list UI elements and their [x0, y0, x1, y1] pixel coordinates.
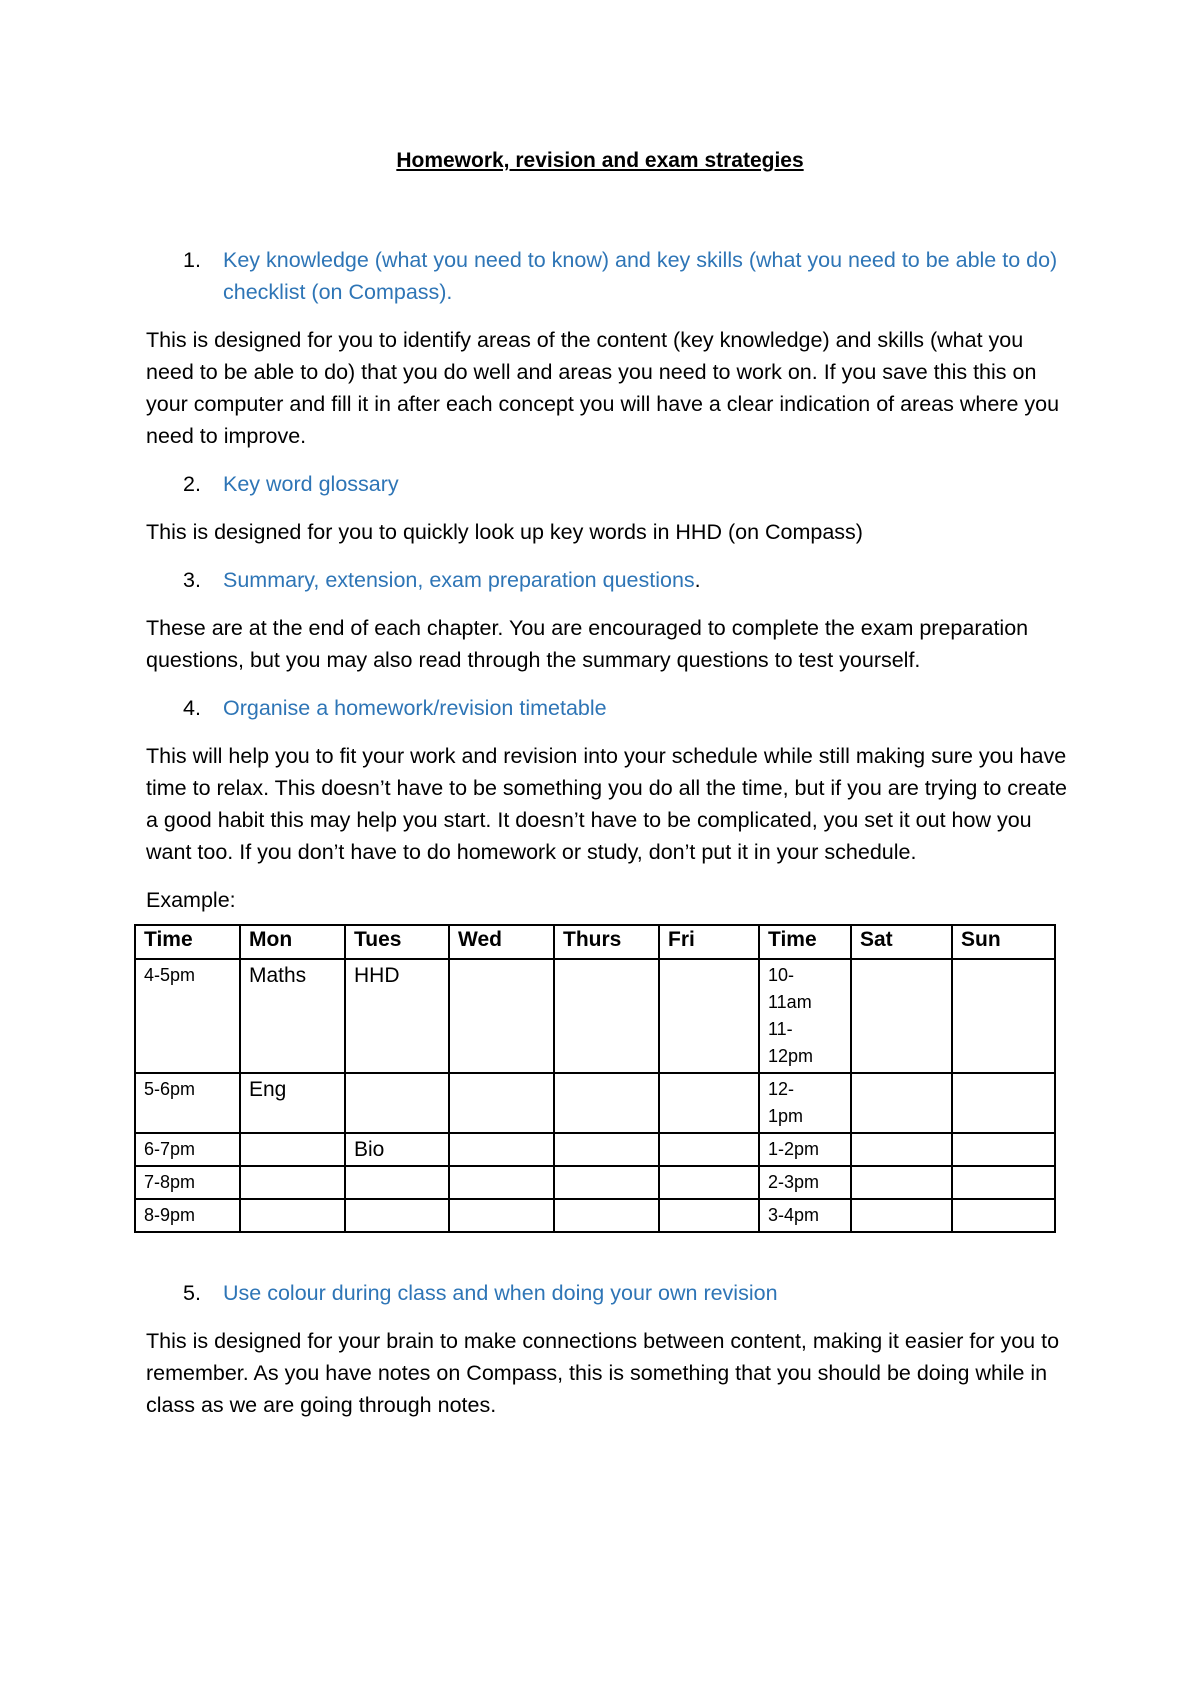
weekend-time-cell: 1-2pm	[759, 1133, 851, 1166]
wed-cell	[449, 1073, 554, 1133]
list-number: 3.	[183, 568, 201, 592]
sat-cell	[851, 959, 952, 1073]
sat-cell	[851, 1073, 952, 1133]
list-item-4	[146, 692, 1076, 724]
table-row	[135, 959, 1055, 1073]
fri-cell	[659, 1199, 759, 1232]
list-item-1	[146, 244, 1076, 308]
fri-cell	[659, 959, 759, 1073]
time-cell: 6-7pm	[135, 1133, 240, 1166]
list-heading: Summary, extension, exam preparation questions	[223, 568, 695, 592]
list-heading: Key knowledge (what you need to know) and key skills (what you need to be able to do) checklist (on Compass).	[223, 248, 1058, 304]
header-cell: Wed	[449, 925, 554, 959]
list-item-5	[146, 1277, 1076, 1309]
time-cell: 7-8pm	[135, 1166, 240, 1199]
mon-cell: Eng	[240, 1073, 345, 1133]
time-cell: 5-6pm	[135, 1073, 240, 1133]
tues-cell	[345, 1166, 449, 1199]
timetable-header-row	[135, 925, 1055, 959]
weekend-time-cell	[759, 1073, 851, 1133]
sun-cell	[952, 1133, 1055, 1166]
paragraph: This will help you to fit your work and revision into your schedule while still making sure you have time to relax. This doesn’t have to be something you do all the time, but if you are trying to create a good habit this may help you start. It doesn’t have to be complicated, you set it out how you want too. If you don’t have to do homework or study, don’t put it in your schedule.	[146, 744, 1068, 864]
sun-cell	[952, 1073, 1055, 1133]
header-cell: Time	[135, 925, 240, 959]
list-number: 5.	[183, 1281, 201, 1305]
header-cell: Thurs	[554, 925, 659, 959]
time-line: 12-	[768, 1079, 795, 1099]
page-title: Homework, revision and exam strategies	[396, 149, 804, 172]
mon-cell: Maths	[240, 959, 345, 1073]
header-cell: Sun	[952, 925, 1055, 959]
list-number: 1.	[183, 248, 201, 272]
time-cell: 4-5pm	[135, 959, 240, 1073]
sun-cell	[952, 1199, 1055, 1232]
list-heading: Use colour during class and when doing your own revision	[223, 1281, 778, 1305]
sat-cell	[851, 1199, 952, 1232]
paragraph: This is designed for you to identify areas of the content (key knowledge) and skills (what you need to be able to do) that you do well and areas you need to work on. If you save this this on your computer and fill it in after each concept you will have a clear indication of areas where you need to improve.	[146, 328, 1060, 448]
header-cell: Fri	[659, 925, 759, 959]
table-row	[135, 1199, 1055, 1232]
thurs-cell	[554, 1199, 659, 1232]
fri-cell	[659, 1073, 759, 1133]
time-line: 11-	[768, 1019, 793, 1039]
timetable	[134, 924, 1056, 1233]
list-heading-wrapper	[223, 564, 1076, 596]
time-line: 1pm	[768, 1106, 804, 1126]
wed-cell	[449, 1199, 554, 1232]
list-heading-suffix: .	[694, 568, 701, 592]
sun-cell	[952, 959, 1055, 1073]
weekend-time-cell: 3-4pm	[759, 1199, 851, 1232]
thurs-cell	[554, 1073, 659, 1133]
header-cell: Mon	[240, 925, 345, 959]
fri-cell	[659, 1133, 759, 1166]
tues-cell: Bio	[345, 1133, 449, 1166]
table-row	[135, 1133, 1055, 1166]
wed-cell	[449, 1133, 554, 1166]
example-label: Example:	[146, 888, 236, 912]
paragraph: This is designed for your brain to make connections between content, making it easier for you to remember. As you have notes on Compass, this is something that you should be doing while in class as we are going through notes.	[146, 1329, 1060, 1417]
list-item-3	[146, 564, 1076, 596]
fri-cell	[659, 1166, 759, 1199]
time-cell: 8-9pm	[135, 1199, 240, 1232]
thurs-cell	[554, 1133, 659, 1166]
header-cell: Tues	[345, 925, 449, 959]
time-line: 11am	[768, 992, 812, 1012]
sat-cell	[851, 1133, 952, 1166]
header-cell: Sat	[851, 925, 952, 959]
table-row	[135, 1166, 1055, 1199]
paragraph: This is designed for you to quickly look up key words in HHD (on Compass)	[146, 520, 863, 544]
tues-cell	[345, 1073, 449, 1133]
wed-cell	[449, 959, 554, 1073]
time-line: 12pm	[768, 1046, 814, 1066]
tues-cell: HHD	[345, 959, 449, 1073]
sat-cell	[851, 1166, 952, 1199]
list-heading: Organise a homework/revision timetable	[223, 696, 607, 720]
thurs-cell	[554, 1166, 659, 1199]
wed-cell	[449, 1166, 554, 1199]
sun-cell	[952, 1166, 1055, 1199]
list-number: 4.	[183, 696, 201, 720]
thurs-cell	[554, 959, 659, 1073]
time-line: 10-	[768, 965, 795, 985]
mon-cell	[240, 1199, 345, 1232]
weekend-time-cell	[759, 959, 851, 1073]
document-body	[146, 244, 1076, 1437]
list-heading: Key word glossary	[223, 472, 399, 496]
weekend-time-cell: 2-3pm	[759, 1166, 851, 1199]
tues-cell	[345, 1199, 449, 1232]
paragraph: These are at the end of each chapter. You are encouraged to complete the exam preparation questions, but you may also read through the summary questions to test yourself.	[146, 616, 1029, 672]
list-number: 2.	[183, 472, 201, 496]
mon-cell	[240, 1133, 345, 1166]
header-cell: Time	[759, 925, 851, 959]
list-item-2	[146, 468, 1076, 500]
table-row	[135, 1073, 1055, 1133]
mon-cell	[240, 1166, 345, 1199]
